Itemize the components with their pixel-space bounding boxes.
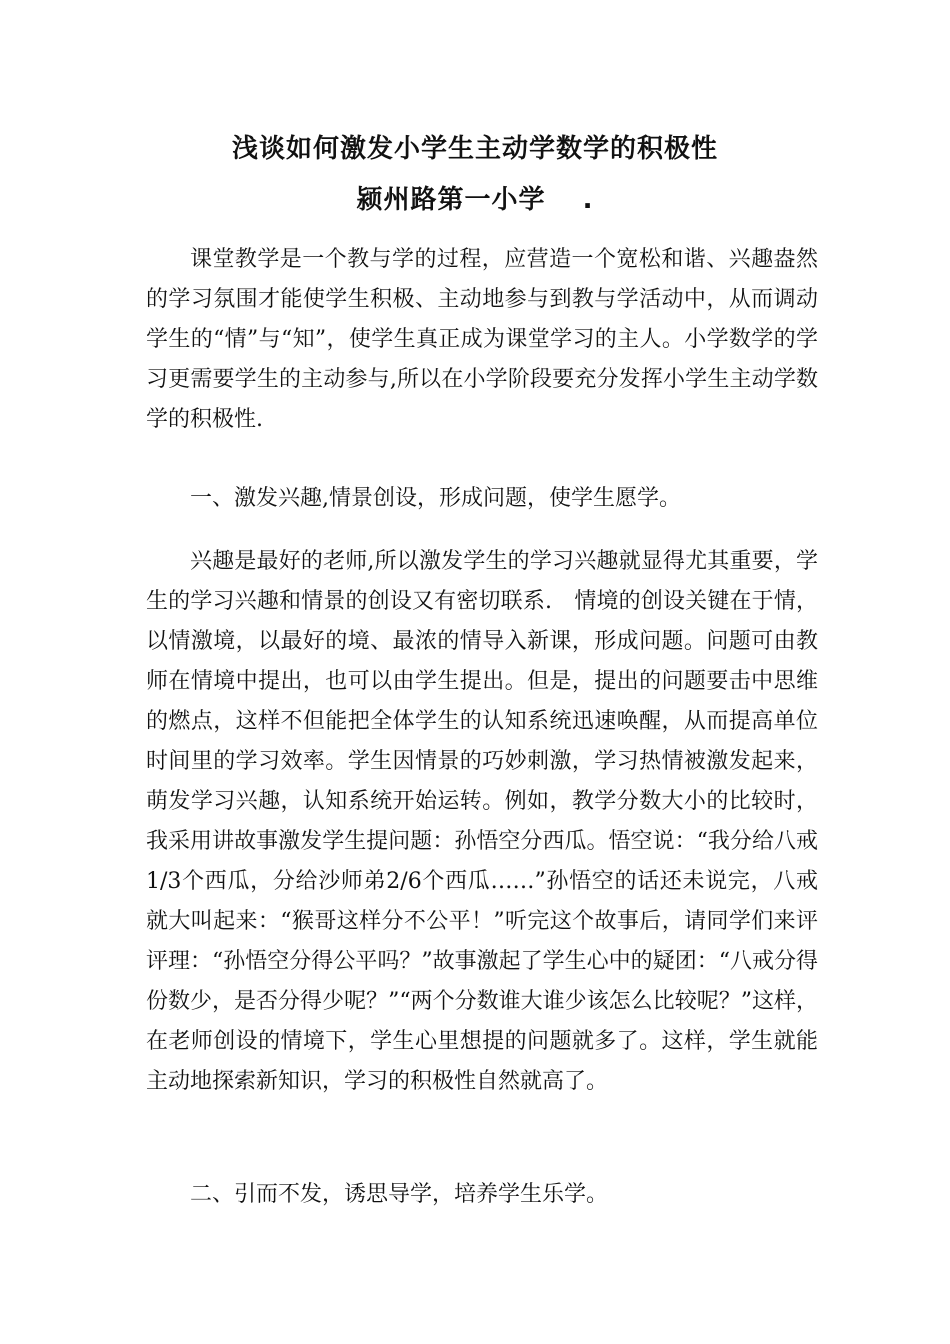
school-name: 颍州路第一小学 . [356, 185, 594, 215]
section-heading-2: 二、引而不发，诱思导学，培养学生乐学。 [190, 1182, 609, 1207]
document-title: 浅谈如何激发小学生主动学数学的积极性 [231, 134, 718, 164]
intro-paragraph: 课堂教学是一个教与学的过程，应营造一个宽松和谐、兴趣盎然的学习氛围才能使学生积极、主动地参与到教与学活动中，从而调动学生的“情”与“知”，使学生真正成为课堂学习的主人。小学数学的学习更需要学生的主动参与,所以在小学阶段要充分发挥小学生主动学数学的积极性. [146, 247, 818, 432]
section-paragraph-1: 兴趣是最好的老师,所以激发学生的学习兴趣就显得尤其重要，学生的学习兴趣和情景的创设又有密切联系. 情境的创设关键在于情，以情激境，以最好的境、最浓的情导入新课，形成问题。问题可由教师在情境中提出，也可以由学生提出。但是，提出的问题要击中思维的燃点，这样不但能把全体学生的认知系统迅速唤醒，从而提高单位时间里的学习效率。学生因情景的巧妙刺激，学习热情被激发起来，萌发学习兴趣，认知系统开始运转。例如，教学分数大小的比较时，我采用讲故事激发学生提问题：孙悟空分西瓜。悟空说：“我分给八戒1/3个西瓜，分给沙师弟2/6个西瓜……”孙悟空的话还未说完，八戒就大叫起来：“猴哥这样分不公平！”听完这个故事后，请同学们来评评理：“孙悟空分得公平吗？”故事激起了学生心中的疑团：“八戒分得份数少，是否分得少呢？”“两个分数谁大谁少该怎么比较呢？”这样，在老师创设的情境下，学生心里想提的问题就多了。这样，学生就能主动地探索新知识，学习的积极性自然就高了。 [146, 549, 818, 1094]
section-heading-1: 一、激发兴趣,情景创设，形成问题，使学生愿学。 [190, 486, 681, 511]
